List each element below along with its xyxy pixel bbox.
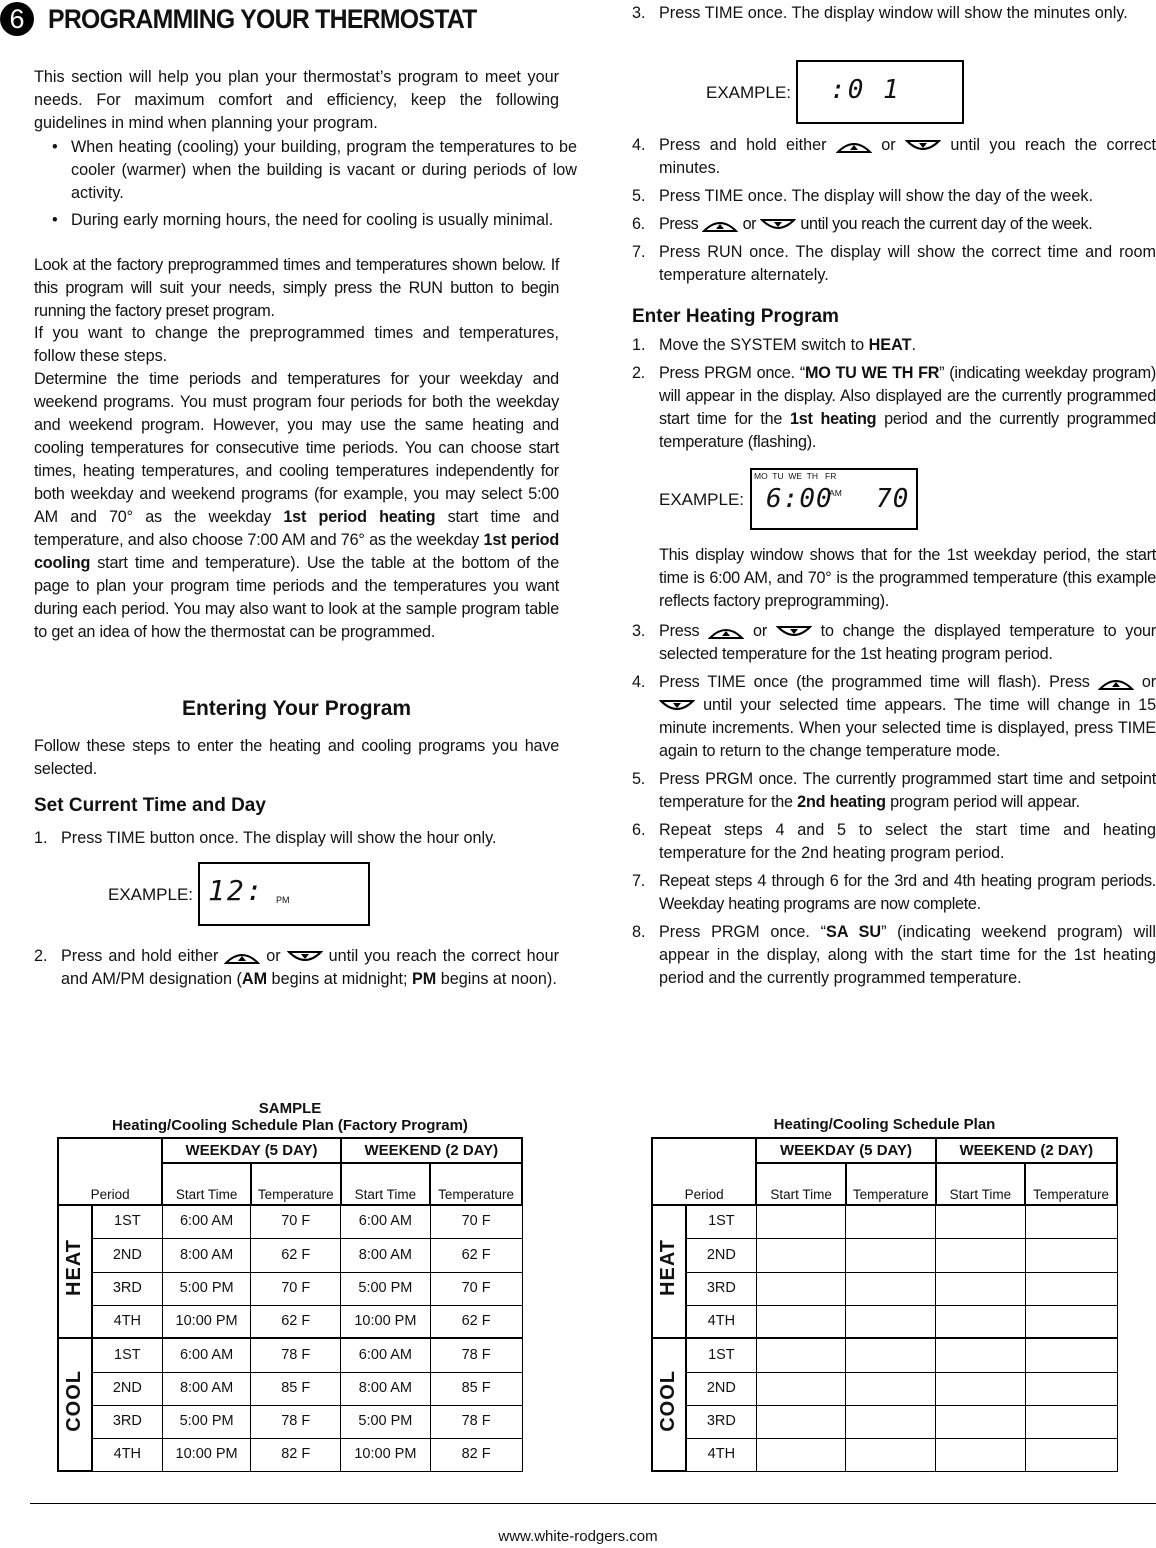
weekday-temperature-header: Temperature (846, 1163, 936, 1205)
weekend-temp-cell: 70 F (430, 1272, 522, 1305)
step-item: 2. Press PRGM once. “MO TU WE TH FR” (indicating weekday program) will appear in the display. Also displayed are the currently programmed start time for the 1st heating period and the currently programmed temperature (flashing). (632, 364, 1156, 451)
weekend-time-cell: 6:00 AM (341, 1205, 430, 1238)
weekday-time-cell: 5:00 PM (162, 1272, 251, 1305)
footer-website-link[interactable]: www.white-rodgers.com (498, 1528, 658, 1545)
weekday-temp-input-cell[interactable] (846, 1372, 936, 1405)
table-row (652, 1205, 1117, 1238)
down-arrow-button-icon (905, 139, 941, 153)
down-arrow-button-icon (776, 625, 812, 639)
weekday-temp-input-cell[interactable] (846, 1438, 936, 1471)
weekend-time-input-cell[interactable] (936, 1238, 1025, 1272)
weekday-start-time-header: Start Time (756, 1163, 845, 1205)
down-arrow-button-icon (287, 950, 323, 964)
table-row (652, 1238, 1117, 1272)
up-arrow-button-icon (702, 218, 738, 232)
blank-schedule-table (651, 1137, 1118, 1472)
weekday-time-cell: 6:00 AM (162, 1205, 251, 1238)
weekday-temp-cell: 70 F (251, 1272, 341, 1305)
up-arrow-button-icon (1098, 676, 1134, 690)
weekday-temperature-header: Temperature (251, 1163, 341, 1205)
period-cell: 3RD (92, 1272, 162, 1305)
weekend-temp-input-cell[interactable] (1025, 1338, 1117, 1372)
table-row (58, 1272, 522, 1305)
step-item: 2. Press and hold either or until you reach the correct hour and AM/PM designation (AM begins at midnight; PM begins at noon). (34, 947, 559, 988)
weekday-time-input-cell[interactable] (756, 1305, 845, 1338)
entering-intro-paragraph: Follow these steps to enter the heating and cooling programs you have selected. (34, 737, 559, 778)
weekday-temp-cell: 62 F (251, 1238, 341, 1272)
lcd-minute-digits: :0 1 (830, 75, 901, 105)
period-cell: 3RD (686, 1405, 756, 1438)
entering-program-heading: Entering Your Program (181, 697, 412, 720)
weekday-temp-input-cell[interactable] (846, 1305, 936, 1338)
weekday-temp-cell: 70 F (251, 1205, 341, 1238)
step-item: 4. Press TIME once (the programmed time will flash). Press or until your selected time appears. The time will change in 15 minute increments. When your selected time is displayed, press TIME again to return to the change temperature mode. (632, 673, 1156, 760)
heating-steps-cont (632, 620, 1156, 990)
step-item: 7. Repeat steps 4 through 6 for the 3rd and 4th heating program periods. Weekday heating programs are now complete. (632, 872, 1156, 913)
weekday-time-cell: 8:00 AM (162, 1372, 251, 1405)
up-arrow-button-icon (708, 625, 744, 639)
weekend-temp-cell: 78 F (430, 1405, 522, 1438)
weekday-temp-cell: 78 F (251, 1405, 341, 1438)
set-time-steps-cont (34, 940, 559, 991)
lcd-pm-indicator: PM (276, 895, 290, 905)
weekend-start-time-header: Start Time (936, 1163, 1025, 1205)
weekend-temperature-header: Temperature (1025, 1163, 1117, 1205)
weekend-header: WEEKEND (2 DAY) (936, 1138, 1117, 1163)
table-row (58, 1338, 522, 1372)
display-note-paragraph: This display window shows that for the 1st weekday period, the start time is 6:00 AM, and 70° is the programmed temperature (this example reflects factory preprogramming). (659, 546, 1156, 610)
lcd-display (796, 60, 964, 124)
weekday-temp-cell: 78 F (251, 1338, 341, 1372)
example-label: EXAMPLE: (659, 489, 745, 509)
guideline-item: • When heating (cooling) your building, program the temperatures to be cooler (warmer) when the building is vacant or during periods of low activity. (52, 136, 577, 205)
period-cell: 3RD (686, 1272, 756, 1305)
period-cell: 4TH (686, 1438, 756, 1471)
weekend-time-input-cell[interactable] (936, 1438, 1025, 1471)
set-time-steps-right-cont (632, 134, 1156, 287)
up-arrow-button-icon (836, 139, 872, 153)
weekend-temp-input-cell[interactable] (1025, 1438, 1117, 1471)
sample-schedule-table (57, 1137, 523, 1472)
weekday-time-input-cell[interactable] (756, 1238, 845, 1272)
period-cell: 1ST (92, 1205, 162, 1238)
weekday-temp-input-cell[interactable] (846, 1272, 936, 1305)
weekday-time-input-cell[interactable] (756, 1405, 845, 1438)
blank-table-caption: Heating/Cooling Schedule Plan (773, 1116, 996, 1133)
weekday-temp-input-cell[interactable] (846, 1405, 936, 1438)
weekend-time-cell: 6:00 AM (341, 1338, 430, 1372)
weekday-temp-input-cell[interactable] (846, 1238, 936, 1272)
heat-group-label: HEAT (652, 1205, 686, 1338)
up-arrow-button-icon (224, 950, 260, 964)
step-item: 5. Press TIME once. The display will show the day of the week. (632, 187, 1093, 205)
set-time-steps (34, 822, 559, 850)
weekday-time-input-cell[interactable] (756, 1272, 845, 1305)
period-cell: 4TH (92, 1305, 162, 1338)
weekend-temp-cell: 78 F (430, 1338, 522, 1372)
weekday-time-cell: 8:00 AM (162, 1238, 251, 1272)
section-header (0, 2, 514, 36)
weekend-temp-input-cell[interactable] (1025, 1205, 1117, 1238)
period-cell: 1ST (92, 1338, 162, 1372)
table-row (652, 1372, 1117, 1405)
set-time-steps-right (632, 2, 1156, 25)
weekend-temp-cell: 85 F (430, 1372, 522, 1405)
example-label: EXAMPLE: (108, 884, 194, 904)
weekday-time-input-cell[interactable] (756, 1438, 845, 1471)
weekend-time-cell: 5:00 PM (341, 1272, 430, 1305)
lcd-temperature-digits: 70 (876, 484, 910, 514)
weekday-time-cell: 6:00 AM (162, 1338, 251, 1372)
weekday-time-cell: 10:00 PM (162, 1305, 251, 1338)
step-item: 8. Press PRGM once. “SA SU” (indicating weekend program) will appear in the display, along with the start time for the 1st heating period and the currently programmed temperature. (632, 923, 1156, 987)
table-row (652, 1438, 1117, 1471)
weekend-time-input-cell[interactable] (936, 1305, 1025, 1338)
weekday-temp-cell: 85 F (251, 1372, 341, 1405)
page-title: PROGRAMMING YOUR THERMOSTAT (48, 3, 477, 34)
cool-group-label: COOL (652, 1338, 686, 1471)
weekend-temp-cell: 82 F (430, 1438, 522, 1471)
period-cell: 2ND (92, 1372, 162, 1405)
table-row (652, 1272, 1117, 1305)
step-item: 3. Press TIME once. The display window will show the minutes only. (632, 4, 1128, 22)
weekday-time-input-cell[interactable] (756, 1205, 845, 1238)
weekend-temp-input-cell[interactable] (1025, 1238, 1117, 1272)
cool-group-label: COOL (58, 1338, 92, 1471)
weekend-temp-cell: 62 F (430, 1238, 522, 1272)
step-item: 5. Press PRGM once. The currently programmed start time and setpoint temperature for the 2nd heating program period will appear. (632, 770, 1156, 811)
weekend-time-cell: 10:00 PM (341, 1305, 430, 1338)
determine-periods-paragraph: Determine the time periods and temperatures for your weekday and weekend programs. You must program four periods for both the weekday and weekend program. However, you may use the same heating and cooling temperatures for consecutive time periods. You can choose start times, heating temperatures, and cooling temperatures independently for both weekday and weekend programs (for example, you may select 5:00 AM and 70° as the weekday 1st period heating start time and temperature, and also choose 7:00 AM and 76° as the weekday 1st period cooling start time and temperature). Use the table at the bottom of the page to plan your program time periods and the temperatures you want during each period. You may also want to look at the sample program table to get an idea of how the thermostat can be programmed. (34, 370, 560, 641)
down-arrow-button-icon (760, 218, 796, 232)
weekend-time-input-cell[interactable] (936, 1272, 1025, 1305)
step-item: 3. Press or to change the displayed temperature to your selected temperature for the 1st heating program period. (632, 622, 1156, 663)
weekday-temp-cell: 82 F (251, 1438, 341, 1471)
weekend-temp-cell: 70 F (430, 1205, 522, 1238)
weekend-time-input-cell[interactable] (936, 1338, 1025, 1372)
weekend-time-input-cell[interactable] (936, 1205, 1025, 1238)
down-arrow-button-icon (659, 699, 695, 713)
weekend-temp-input-cell[interactable] (1025, 1305, 1117, 1338)
step-item: 4. Press and hold either or until you reach the correct minutes. (632, 136, 1156, 177)
period-cell: 1ST (686, 1338, 756, 1372)
table-row (58, 1372, 522, 1405)
period-cell: 4TH (92, 1438, 162, 1471)
table-row (58, 1405, 522, 1438)
weekend-start-time-header: Start Time (341, 1163, 430, 1205)
intro-paragraph: This section will help you plan your thermostat’s program to meet your needs. For maximum comfort and efficiency, keep the following guidelines in mind when planning your program. (34, 68, 559, 132)
sample-table-caption: SAMPLE Heating/Cooling Schedule Plan (Factory Program) (112, 1100, 468, 1134)
weekday-time-input-cell[interactable] (756, 1338, 845, 1372)
table-row (58, 1238, 522, 1272)
table-row (58, 1305, 522, 1338)
footer-divider (30, 1503, 1156, 1504)
weekend-time-cell: 8:00 AM (341, 1372, 430, 1405)
weekday-time-input-cell[interactable] (756, 1372, 845, 1405)
weekend-time-input-cell[interactable] (936, 1405, 1025, 1438)
step-item: 1. Move the SYSTEM switch to HEAT. (632, 336, 916, 354)
weekday-temp-input-cell[interactable] (846, 1338, 936, 1372)
factory-program-paragraph: Look at the factory preprogrammed times and temperatures shown below. If this program will suit your needs, simply press the RUN button to begin running the factory preset program. (34, 256, 559, 320)
lcd-hour-digits: 12: (208, 874, 265, 907)
weekend-temp-input-cell[interactable] (1025, 1405, 1117, 1438)
period-cell: 2ND (686, 1372, 756, 1405)
guideline-item: • During early morning hours, the need for cooling is usually minimal. (52, 209, 577, 232)
change-program-paragraph: If you want to change the preprogrammed times and temperatures, follow these steps. (34, 324, 559, 365)
period-cell: 2ND (686, 1238, 756, 1272)
weekend-header: WEEKEND (2 DAY) (341, 1138, 522, 1163)
weekday-header: WEEKDAY (5 DAY) (162, 1138, 340, 1163)
step-item: 7. Press RUN once. The display will show the correct time and room temperature alternately. (632, 243, 1156, 284)
period-cell: 1ST (686, 1205, 756, 1238)
table-row (652, 1338, 1117, 1372)
weekend-time-cell: 8:00 AM (341, 1238, 430, 1272)
heat-group-label: HEAT (58, 1205, 92, 1338)
example-hour-display (108, 862, 370, 926)
weekend-temp-input-cell[interactable] (1025, 1272, 1117, 1305)
step-item: 6. Repeat steps 4 and 5 to select the start time and heating temperature for the 2nd heating program period. (632, 821, 1156, 862)
lcd-time-digits: 6:00 (766, 484, 833, 514)
weekend-temperature-header: Temperature (430, 1163, 522, 1205)
weekday-time-cell: 10:00 PM (162, 1438, 251, 1471)
weekend-time-input-cell[interactable] (936, 1372, 1025, 1405)
example-minutes-display (706, 60, 964, 124)
table-row (652, 1305, 1117, 1338)
weekend-time-cell: 10:00 PM (341, 1438, 430, 1471)
table-row (58, 1205, 522, 1238)
weekend-temp-input-cell[interactable] (1025, 1372, 1117, 1405)
weekday-time-cell: 5:00 PM (162, 1405, 251, 1438)
guideline-list (52, 133, 577, 232)
lcd-am-indicator: AM (829, 488, 842, 498)
weekend-time-cell: 5:00 PM (341, 1405, 430, 1438)
step-item: 1. Press TIME button once. The display will show the hour only. (34, 829, 497, 847)
period-cell: 4TH (686, 1305, 756, 1338)
period-cell: 3RD (92, 1405, 162, 1438)
lcd-display (198, 862, 370, 926)
set-time-heading: Set Current Time and Day (34, 795, 266, 816)
section-number-badge: 6 (0, 2, 34, 36)
enter-heating-heading: Enter Heating Program (632, 306, 839, 327)
period-header: Period (58, 1138, 162, 1205)
period-header: Period (652, 1138, 756, 1205)
step-item: 6. Press or until you reach the current day of the week. (632, 215, 1093, 233)
lcd-display (750, 468, 918, 530)
weekend-temp-cell: 62 F (430, 1305, 522, 1338)
example-program-display (659, 468, 918, 530)
weekday-start-time-header: Start Time (162, 1163, 251, 1205)
heating-steps (632, 334, 1156, 454)
weekday-temp-input-cell[interactable] (846, 1205, 936, 1238)
weekday-temp-cell: 62 F (251, 1305, 341, 1338)
lcd-weekday-indicators: MO TU WE TH FR (754, 471, 837, 481)
table-row (58, 1438, 522, 1471)
table-row (652, 1405, 1117, 1438)
period-cell: 2ND (92, 1238, 162, 1272)
weekday-header: WEEKDAY (5 DAY) (756, 1138, 935, 1163)
example-label: EXAMPLE: (706, 82, 792, 102)
